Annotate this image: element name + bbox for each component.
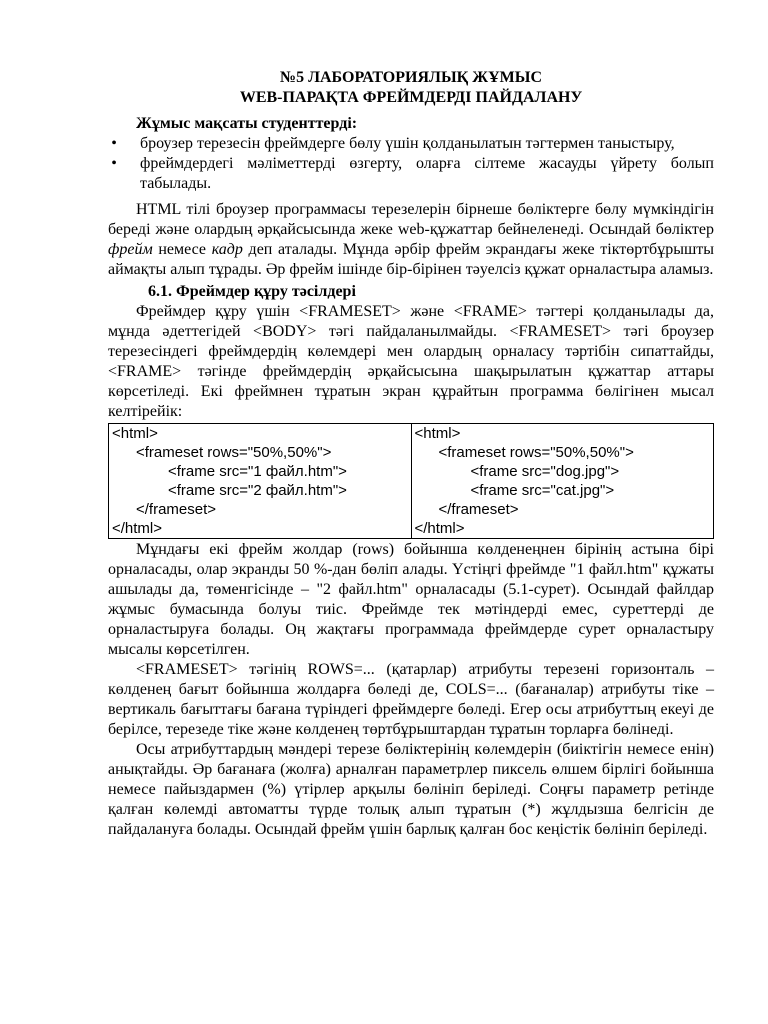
term-kadr: кадр [211,241,243,258]
code-line: </html> [414,520,465,537]
code-line: <frame src="2 файл.htm"> [168,482,347,499]
list-item [108,134,714,154]
intro-text-a: HTML тілі броузер программасы терезелерін бірнеше бөліктерге бөлу мүмкіндігін береді және олардың әрқайсысында жеке web-құжаттар бейнеленеді. Осындай бөліктер [108,201,714,238]
document-page [108,66,714,840]
code-line: <frameset rows="50%,50%"> [438,444,634,461]
code-cell-right [411,424,714,539]
intro-text-b: немесе [152,241,212,258]
code-line: <frame src="cat.jpg"> [470,482,615,499]
intro-paragraph [108,200,714,280]
values-paragraph: Осы атрибуттардың мәндері терезе бөліктерінің көлемдерін (биіктігін немесе енін) анықтайды. Әр бағанаға (жолға) арналған параметрлер пиксель өлшем бірлігі бойынша немесе пайыздармен (%) үтірлер арқылы бөлініп беріледі. Соңғы параметр ретінде қалған көлемді автоматты түрде толық алып тұратын (*) жұлдызша белгісін де пайдалануға болады. Осындай фрейм үшін барлық қалған бос кеңістік бөлініп беріледі. [108,741,714,838]
code-line: </html> [112,520,163,537]
list-item [108,154,714,194]
section-heading: 6.1. Фреймдер құру тәсілдері [148,283,356,300]
intro-text-c: деп аталады. Мұнда әрбір фрейм экрандағы жеке тіктөртбұрышты аймақты алып тұрады. Әр фрейм ішінде бір-бірінен тәуелсіз құжат орналастыра аламыз. [108,241,715,278]
frameset-paragraph: Фреймдер құру үшін <FRAMESET> және <FRAME> тәгтері қолданылады да, мұнда әдеттегідей <BODY> тәгі пайдаланылмайды. <FRAMESET> тәгі броузер терезесіндегі фреймдердің көлемдері мен олардың орналасу тәртібін сипаттайды, <FRAME> тәгінде фреймдердің әрқайсысына шақырылатын құжаттар аттары көрсетіледі. Екі фреймнен тұратын экран құрайтын программа бөлігінен мысал келтірейік: [108,303,714,420]
code-line: <html> [414,425,461,442]
code-line: <html> [112,425,158,442]
goal-heading: Жұмыс мақсаты студенттерді: [136,115,358,132]
goal-list [108,134,714,194]
attributes-paragraph: <FRAMESET> тәгінің ROWS=... (қатарлар) атрибуты терезені горизонталь – көлденең бағыт бойынша жолдарға бөледі де, COLS=... (бағаналар) атрибуты тіке – вертикаль бағыттағы бағана түріндегі фреймдерге бөледі. Егер осы атрибуттың екеуі де берілсе, терезеде тіке және көлденең төртбұрыштардан тұратын торларға бөлінеді. [108,661,714,738]
code-line: <frameset rows="50%,50%"> [136,444,332,461]
code-line: <frame src="1 файл.htm"> [168,463,347,480]
bullet-icon: • [111,135,117,152]
bullet-icon: • [111,155,117,172]
list-item-text: броузер терезесін фреймдерге бөлу үшін қолданылатын тәгтермен таныстыру, [140,135,675,152]
rows-paragraph: Мұндағы екі фрейм жолдар (rows) бойынша көлденеңнен бірінің астына бірі орналасады, олар экранды 50 %-дан бөліп алады. Үстіңгі фреймде "1 файл.htm" құжаты ашылады да, төменгісінде – "2 файл.htm" орналасады (5.1-сурет). Осындай файлдар жұмыс бумасында болуы тиіс. Фреймде тек мәтіндерді емес, суреттерді де орналастыруға болады. Оң жақтағы программада фреймдерде сурет орналастыру мысалы көрсетілген. [108,541,714,658]
list-item-text: фреймдердегі мәліметтерді өзгерту, оларға сілтеме жасауды үйрету болып табылады. [140,155,714,192]
code-line: </frameset> [438,501,519,518]
title-line-2: WEB-ПАРАҚТА ФРЕЙМДЕРДІ ПАЙДАЛАНУ [239,89,583,106]
code-line: <frame src="dog.jpg"> [470,463,620,480]
code-example-table [108,423,714,539]
code-line: </frameset> [136,501,217,518]
code-cell-left [109,424,412,539]
term-frame: фрейм [108,241,153,258]
title-line-1: №5 ЛАБОРАТОРИЯЛЫҚ ЖҰМЫС [280,69,542,86]
